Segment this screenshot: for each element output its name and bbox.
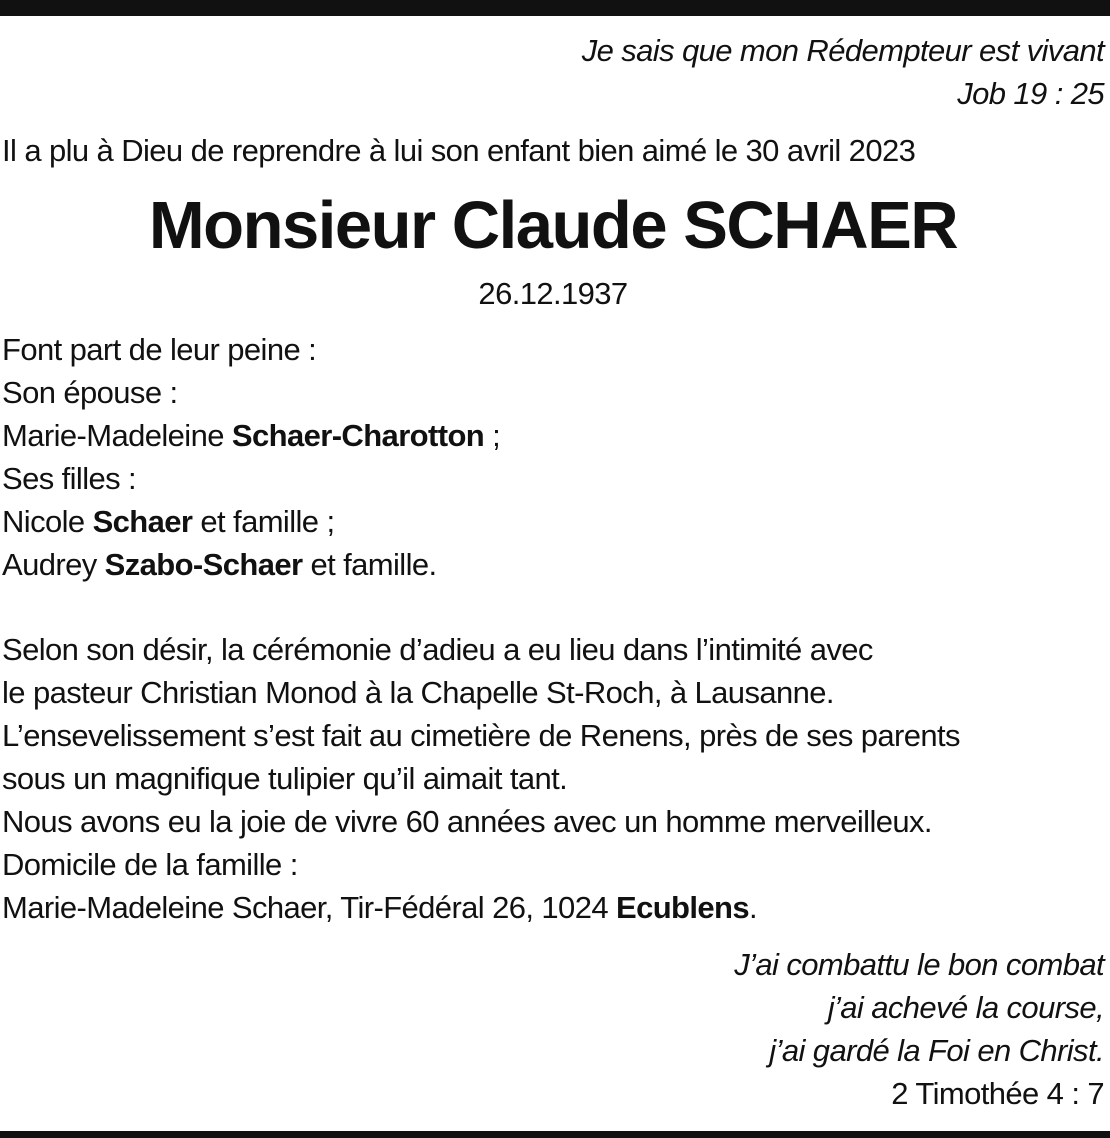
top-border-rule: [0, 0, 1110, 16]
daughter-line: [2, 500, 500, 543]
spouse-given-name: Marie-Madeleine: [2, 418, 232, 453]
daughters-heading: Ses filles :: [2, 461, 137, 496]
epigraph-reference: Job 19 : 25: [957, 76, 1104, 111]
daughter-given-name: Nicole: [2, 504, 93, 539]
text-line: Selon son désir, la cérémonie d’adieu a eu lieu dans l’intimité avec: [2, 632, 873, 667]
daughter-suffix: et famille.: [302, 547, 437, 582]
birth-date: 26.12.1937: [478, 276, 628, 311]
deceased-name: Monsieur Claude SCHAER: [148, 188, 958, 263]
epigraph: [582, 29, 1104, 115]
spouse-line: [2, 414, 500, 457]
daughter-surname: Szabo-Schaer: [104, 547, 303, 582]
closing-verse-reference: 2 Timothée 4 : 7: [891, 1076, 1104, 1111]
mourners-heading: Font part de leur peine :: [2, 332, 317, 367]
text-line: sous un magnifique tulipier qu’il aimait tant.: [2, 761, 568, 796]
daughter-line: [2, 543, 500, 586]
spouse-heading: Son épouse :: [2, 375, 178, 410]
family-address: [2, 886, 960, 929]
daughter-given-name: Audrey: [2, 547, 105, 582]
address-suffix: .: [749, 890, 758, 925]
daughter-surname: Schaer: [92, 504, 193, 539]
closing-verse-line: J’ai combattu le bon combat: [734, 947, 1104, 982]
announcement-intro: Il a plu à Dieu de reprendre à lui son enfant bien aimé le 30 avril 2023: [2, 133, 916, 168]
bottom-border-rule: [0, 1131, 1110, 1138]
text-line: L’ensevelissement s’est fait au cimetière de Renens, près de ses parents: [2, 718, 960, 753]
closing-verse-line: j’ai gardé la Foi en Christ.: [769, 1033, 1104, 1068]
address-city: Ecublens: [616, 890, 750, 925]
address-text: Marie-Madeleine Schaer, Tir-Fédéral 26, 1024: [2, 890, 616, 925]
closing-verse-line: j’ai achevé la course,: [827, 990, 1104, 1025]
spouse-surname: Schaer-Charotton: [231, 418, 485, 453]
epigraph-quote: Je sais que mon Rédempteur est vivant: [581, 33, 1104, 68]
text-line: Nous avons eu la joie de vivre 60 années avec un homme merveilleux.: [2, 804, 932, 839]
mourners-list: [2, 328, 500, 586]
text-line: Domicile de la famille :: [2, 847, 298, 882]
ceremony-text: [2, 628, 960, 929]
daughter-suffix: et famille ;: [192, 504, 335, 539]
spouse-suffix: ;: [484, 418, 501, 453]
closing-verse: [734, 943, 1104, 1115]
text-line: le pasteur Christian Monod à la Chapelle St-Roch, à Lausanne.: [2, 675, 834, 710]
